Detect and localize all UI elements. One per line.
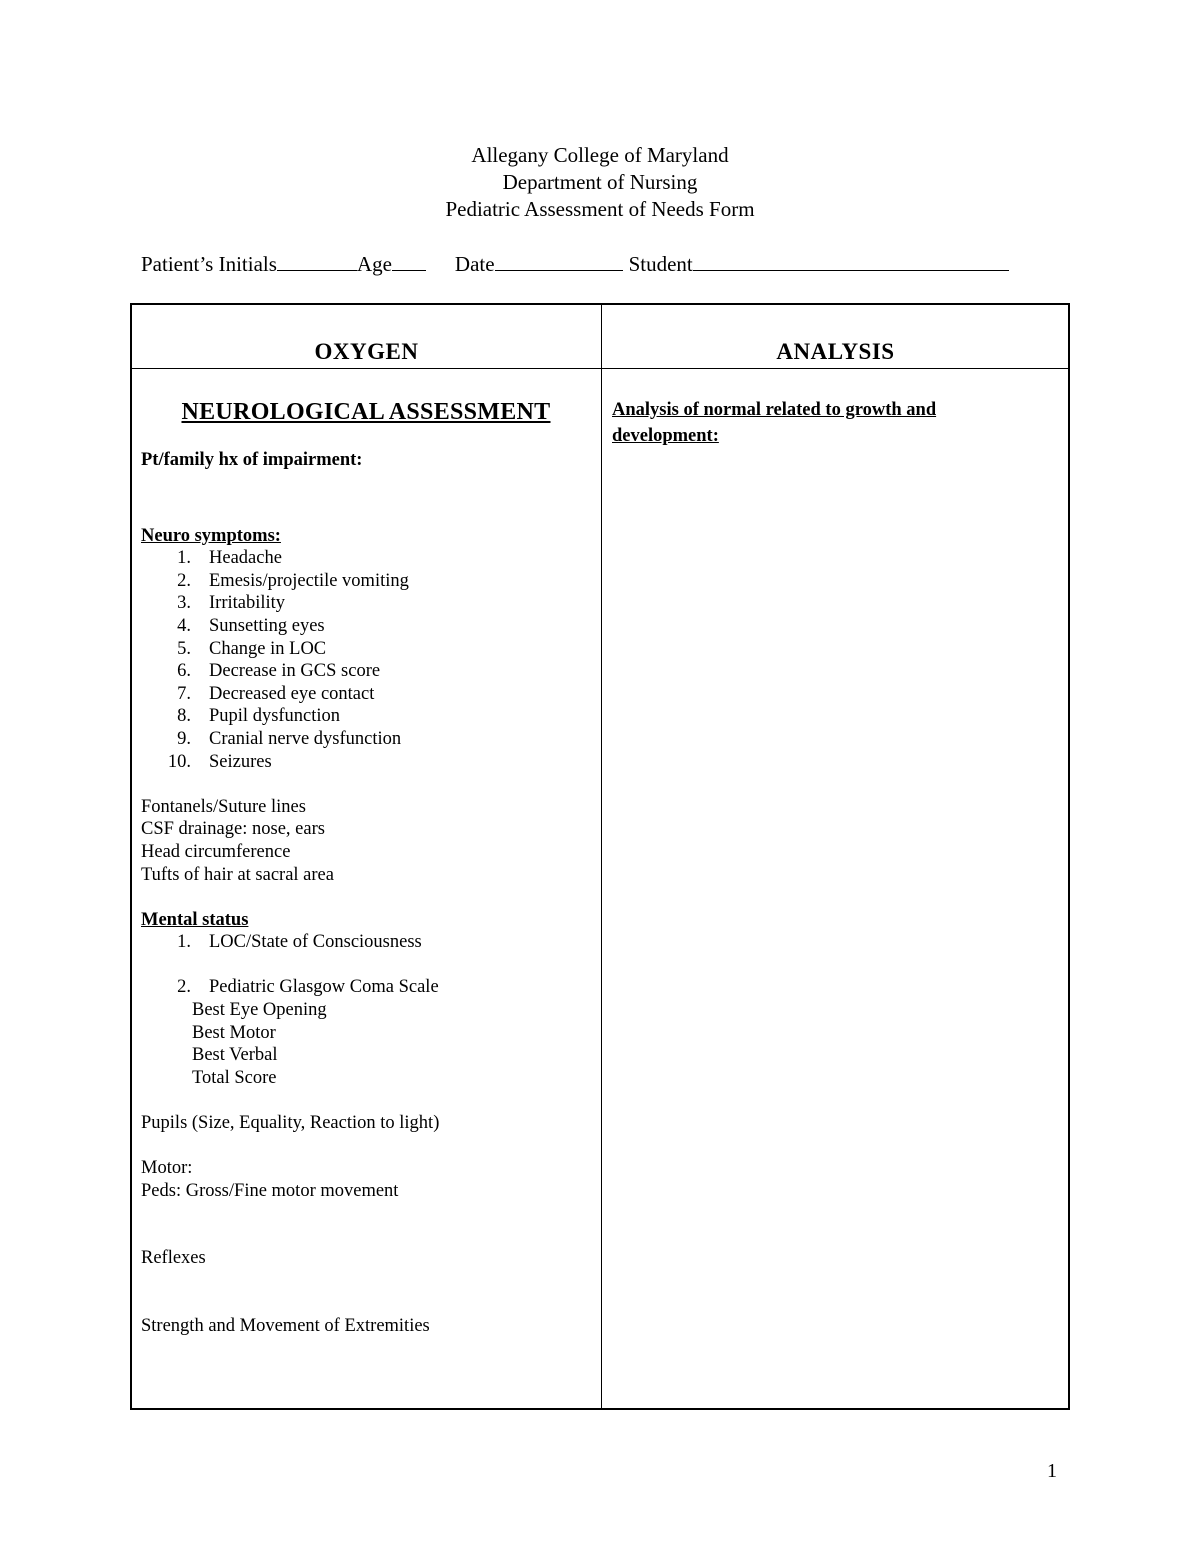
header-divider [132, 368, 1068, 369]
list-number: 6. [177, 661, 191, 682]
list-item [141, 683, 591, 706]
list-text: Cranial nerve dysfunction [209, 728, 402, 749]
list-number: 5. [177, 638, 191, 659]
pupils-label: Pupils (Size, Equality, Reaction to light) [141, 1113, 440, 1134]
age-field[interactable] [392, 250, 426, 271]
list-item: Head circumference [141, 841, 291, 862]
list-number: 8. [177, 706, 191, 727]
analysis-label: Analysis of normal related to growth and development: [612, 400, 937, 446]
date-field[interactable] [495, 250, 623, 271]
gcs-sub-item: Total Score [192, 1067, 277, 1088]
list-item [141, 660, 591, 683]
list-item [141, 592, 591, 615]
list-text: Sunsetting eyes [209, 615, 325, 636]
reflexes-label: Reflexes [141, 1248, 206, 1269]
list-item: Tufts of hair at sacral area [141, 864, 334, 885]
department-name: Department of Nursing [502, 170, 698, 194]
assessment-table [130, 303, 1070, 1410]
neuro-symptoms-label: Neuro symptoms: [141, 525, 281, 546]
neuro-misc-list [141, 796, 591, 886]
list-text: Irritability [209, 593, 286, 614]
age-label: Age [356, 252, 392, 276]
list-number: 3. [177, 593, 191, 614]
motor-label: Motor: [141, 1158, 193, 1179]
analysis-header: ANALYSIS [776, 339, 895, 364]
gcs-sub-item: Best Eye Opening [192, 1000, 327, 1021]
list-number: 10. [167, 751, 191, 772]
initials-field[interactable] [277, 250, 357, 271]
mental-status-label: Mental status [141, 909, 249, 930]
list-number: 2. [177, 977, 191, 998]
patient-info-line [141, 250, 1009, 278]
list-text: Seizures [209, 751, 272, 772]
strength-label: Strength and Movement of Extremities [141, 1316, 430, 1336]
list-number: 1. [177, 548, 191, 569]
list-number: 4. [177, 615, 191, 636]
gcs-sub-item: Best Verbal [192, 1045, 278, 1066]
page-number: 1 [1047, 1460, 1057, 1482]
list-item [141, 547, 591, 570]
oxygen-header: OXYGEN [314, 339, 419, 364]
list-item [141, 976, 591, 999]
peds-motor-label: Peds: Gross/Fine motor movement [141, 1180, 399, 1201]
student-field[interactable] [693, 250, 1009, 271]
list-text: Change in LOC [209, 638, 327, 659]
history-label: Pt/family hx of impairment: [141, 450, 363, 470]
date-label: Date [454, 252, 495, 276]
list-item [141, 615, 591, 638]
list-item [141, 705, 591, 728]
oxygen-column[interactable] [141, 397, 591, 1338]
list-item [141, 570, 591, 593]
gcs-sub-list [141, 999, 591, 1089]
list-number: 9. [177, 728, 191, 749]
student-label: Student [628, 252, 693, 276]
list-text: Decreased eye contact [209, 683, 375, 704]
list-item [141, 638, 591, 661]
column-divider [601, 305, 602, 1408]
list-number: 1. [177, 932, 191, 953]
neurological-assessment-title: NEUROLOGICAL ASSESSMENT [181, 399, 551, 425]
form-title: Pediatric Assessment of Needs Form [445, 197, 755, 221]
list-item [141, 751, 591, 774]
college-name: Allegany College of Maryland [471, 143, 729, 167]
list-number: 2. [177, 570, 191, 591]
list-number: 7. [177, 683, 191, 704]
list-item: CSF drainage: nose, ears [141, 819, 325, 840]
list-text: Decrease in GCS score [209, 661, 381, 682]
gcs-sub-item: Best Motor [192, 1022, 276, 1043]
analysis-column[interactable] [612, 397, 1022, 449]
list-text: Headache [209, 548, 282, 569]
list-text: LOC/State of Consciousness [209, 932, 422, 953]
neuro-symptoms-list [141, 547, 591, 773]
list-item [141, 728, 591, 751]
list-item [141, 931, 591, 954]
list-text: Pediatric Glasgow Coma Scale [209, 977, 439, 998]
list-text: Pupil dysfunction [209, 706, 341, 727]
initials-label: Patient’s Initials [141, 252, 277, 276]
list-item: Fontanels/Suture lines [141, 796, 306, 817]
list-text: Emesis/projectile vomiting [209, 570, 409, 591]
document-header [0, 142, 1200, 223]
